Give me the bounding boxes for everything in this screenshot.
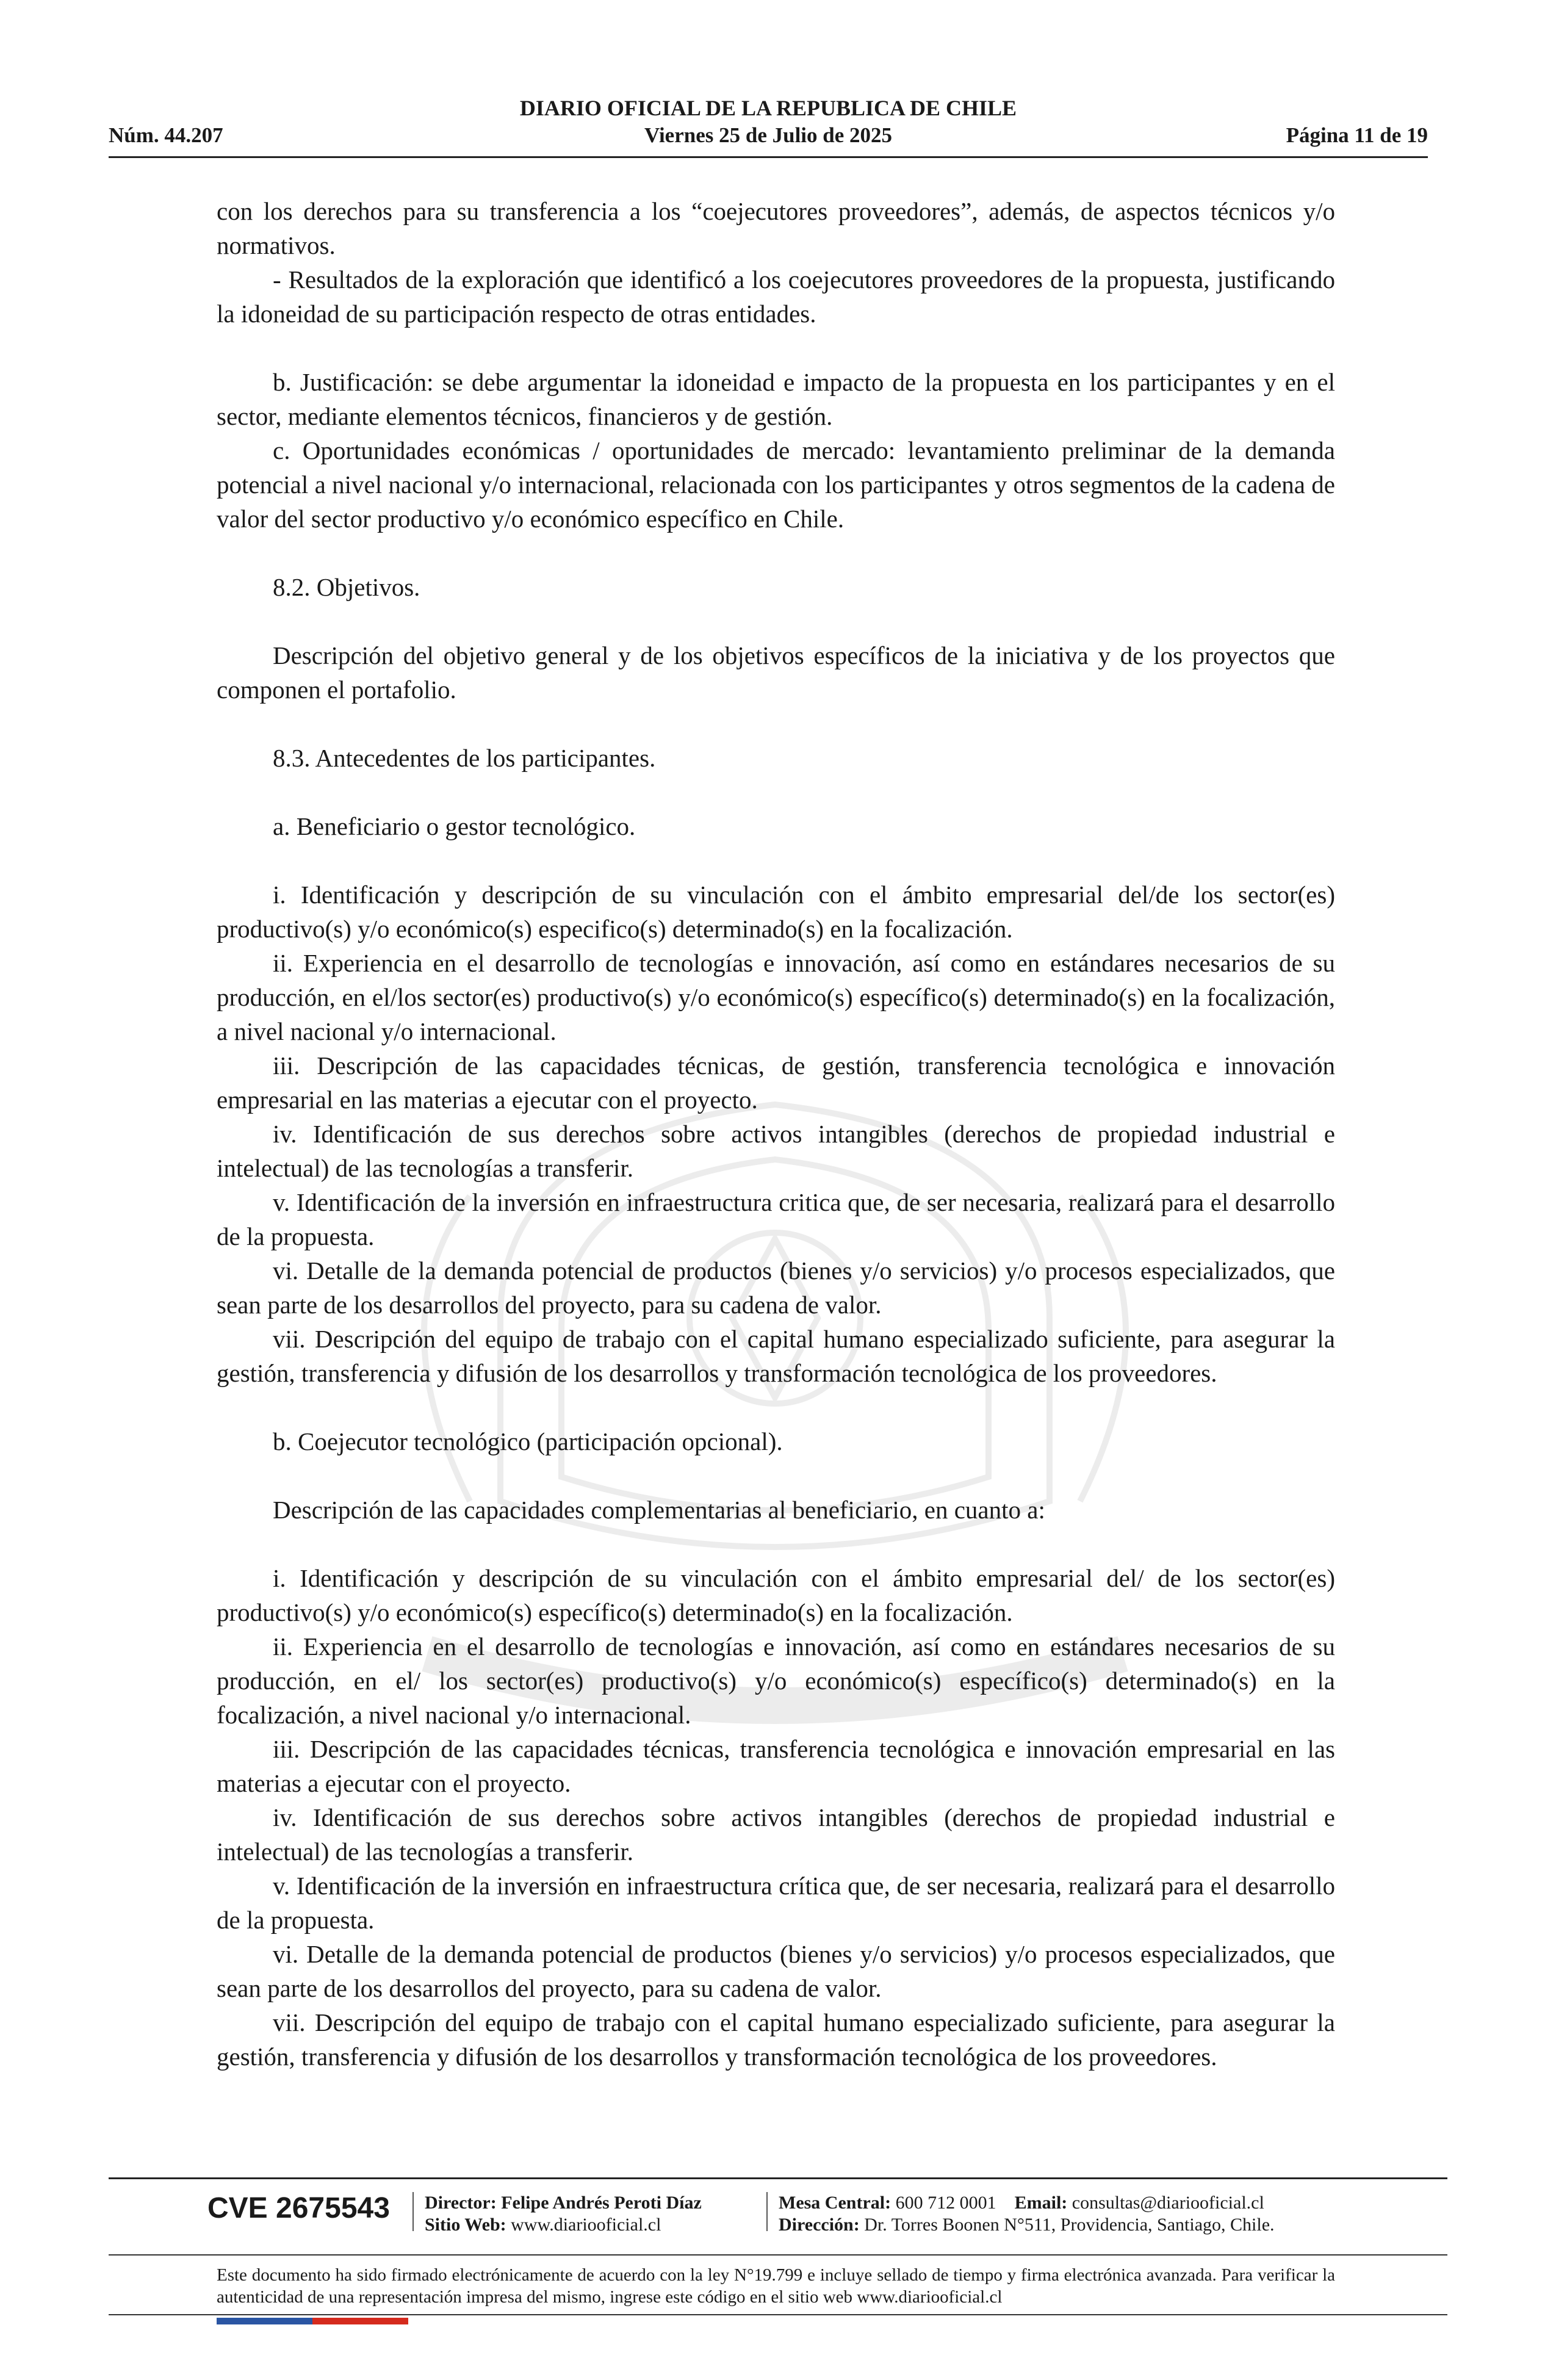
footer-contact-block bbox=[779, 2192, 1275, 2236]
director-name: Felipe Andrés Peroti Díaz bbox=[501, 2193, 702, 2213]
subsection-heading: a. Beneficiario o gestor tecnológico. bbox=[273, 812, 636, 840]
footer-divider bbox=[109, 2314, 1447, 2315]
address-label: Dirección: bbox=[779, 2215, 860, 2235]
cve-code: CVE 2675543 bbox=[207, 2192, 390, 2224]
email-label: Email: bbox=[1014, 2193, 1068, 2213]
mesa-phone: 600 712 0001 bbox=[895, 2193, 996, 2213]
list-item: v. Identificación de la inversión en infraestructura critica que, de ser necesaria, realizará para el desarrollo de la propuesta. bbox=[217, 1188, 1335, 1250]
header-divider bbox=[109, 156, 1428, 158]
flag-stripe-blue bbox=[217, 2318, 312, 2324]
newspaper-title: DIARIO OFICIAL DE LA REPUBLICA DE CHILE bbox=[519, 96, 1017, 120]
document-body bbox=[217, 194, 1335, 2074]
header-row bbox=[109, 123, 1428, 150]
list-item: iv. Identificación de sus derechos sobre activos intangibles (derechos de propiedad industrial e intelectual) de las tecnologías a transferir. bbox=[217, 1803, 1335, 1866]
list-item: v. Identificación de la inversión en infraestructura crítica que, de ser necesaria, realizará para el desarrollo de la propuesta. bbox=[217, 1872, 1335, 1934]
paragraph: - Resultados de la exploración que identificó a los coejecutores proveedores de la propuesta, justificando la idoneidad de su participación respecto de otras entidades. bbox=[217, 265, 1335, 328]
legal-notice: Este documento ha sido firmado electrónicamente de acuerdo con la ley N°19.799 e incluye sellado de tiempo y firma electrónica avanzada. Para verificar la autenticidad de una representación impresa del mismo, ingrese este código en el sitio web www.diariooficial.cl bbox=[217, 2265, 1335, 2307]
paragraph: c. Oportunidades económicas / oportunidades de mercado: levantamiento preliminar de la demanda potencial a nivel nacional y/o internacional, relacionada con los participantes y otros segmentos de la cadena de valor del sector productivo y/o económico específico en Chile. bbox=[217, 436, 1335, 533]
list-item: vii. Descripción del equipo de trabajo con el capital humano especializado suficiente, para asegurar la gestión, transferencia y difusión de los desarrollos y transformación tecnológica de los proveedores. bbox=[217, 2008, 1335, 2071]
email-link[interactable]: consultas@diariooficial.cl bbox=[1072, 2193, 1264, 2213]
section-heading: 8.2. Objetivos. bbox=[273, 573, 420, 601]
director-label: Director: bbox=[425, 2193, 497, 2213]
site-label: Sitio Web: bbox=[425, 2215, 506, 2235]
footer-director-block bbox=[425, 2192, 702, 2236]
list-item: vi. Detalle de la demanda potencial de productos (bienes y/o servicios) y/o procesos especializados, que sean parte de los desarrollos del proyecto, para su cadena de valor. bbox=[217, 1940, 1335, 2002]
list-item: i. Identificación y descripción de su vinculación con el ámbito empresarial del/de los sector(es) productivo(s) y/o económico(s) especifico(s) determinado(s) en la focalización. bbox=[217, 881, 1335, 943]
list-item: iii. Descripción de las capacidades técnicas, de gestión, transferencia tecnológica e innovación empresarial en las materias a ejecutar con el proyecto. bbox=[217, 1051, 1335, 1114]
footer-separator bbox=[412, 2192, 414, 2231]
site-link[interactable]: www.diariooficial.cl bbox=[511, 2215, 661, 2235]
issue-number: Núm. 44.207 bbox=[109, 123, 223, 147]
address-value: Dr. Torres Boonen N°511, Providencia, Santiago, Chile. bbox=[864, 2215, 1275, 2235]
mesa-label: Mesa Central: bbox=[779, 2193, 891, 2213]
paragraph: b. Justificación: se debe argumentar la idoneidad e impacto de la propuesta en los participantes y en el sector, mediante elementos técnicos, financieros y de gestión. bbox=[217, 368, 1335, 430]
list-item: iv. Identificación de sus derechos sobre activos intangibles (derechos de propiedad industrial e intelectual) de las tecnologías a transferir. bbox=[217, 1120, 1335, 1182]
footer-divider bbox=[109, 2254, 1447, 2256]
section-heading: 8.3. Antecedentes de los participantes. bbox=[273, 744, 656, 772]
list-item: vi. Detalle de la demanda potencial de productos (bienes y/o servicios) y/o procesos especializados, que sean parte de los desarrollos del proyecto, para su cadena de valor. bbox=[217, 1257, 1335, 1319]
flag-stripe bbox=[217, 2317, 409, 2323]
list-item: vii. Descripción del equipo de trabajo con el capital humano especializado suficiente, para asegurar la gestión, transferencia y difusión de los desarrollos y transformación tecnológica de los proveedores. bbox=[217, 1325, 1335, 1387]
list-item: ii. Experiencia en el desarrollo de tecnologías e innovación, así como en estándares necesarios de su producción, en el/los sector(es) productivo(s) y/o económico(s) específico(s) determinado(s) en la focalización, a nivel nacional y/o internacional. bbox=[217, 949, 1335, 1045]
list-item: iii. Descripción de las capacidades técnicas, transferencia tecnológica e innovación empresarial en las materias a ejecutar con el proyecto. bbox=[217, 1735, 1335, 1797]
list-item: i. Identificación y descripción de su vinculación con el ámbito empresarial del/ de los sector(es) productivo(s) y/o económico(s) específico(s) determinado(s) en la focalización. bbox=[217, 1564, 1335, 1626]
footer-separator bbox=[766, 2192, 768, 2231]
page-number: Página 11 de 19 bbox=[1286, 123, 1428, 147]
issue-date: Viernes 25 de Julio de 2025 bbox=[644, 123, 893, 147]
paragraph: Descripción del objetivo general y de los objetivos específicos de la iniciativa y de los proyectos que componen el portafolio. bbox=[217, 641, 1335, 704]
paragraph: con los derechos para su transferencia a los “coejecutores proveedores”, además, de aspectos técnicos y/o normativos. bbox=[217, 197, 1335, 259]
footer-divider bbox=[109, 2177, 1447, 2179]
paragraph: Descripción de las capacidades complementarias al beneficiario, en cuanto a: bbox=[273, 1496, 1045, 1524]
subsection-heading: b. Coejecutor tecnológico (participación opcional). bbox=[273, 1427, 783, 1455]
list-item: ii. Experiencia en el desarrollo de tecnologías e innovación, así como en estándares necesarios de su producción, en el/ los sector(es) productivo(s) y/o económico(s) específico(s) determinado(s) en la focalización, a nivel nacional y/o internacional. bbox=[217, 1632, 1335, 1729]
flag-stripe-red bbox=[312, 2318, 408, 2324]
